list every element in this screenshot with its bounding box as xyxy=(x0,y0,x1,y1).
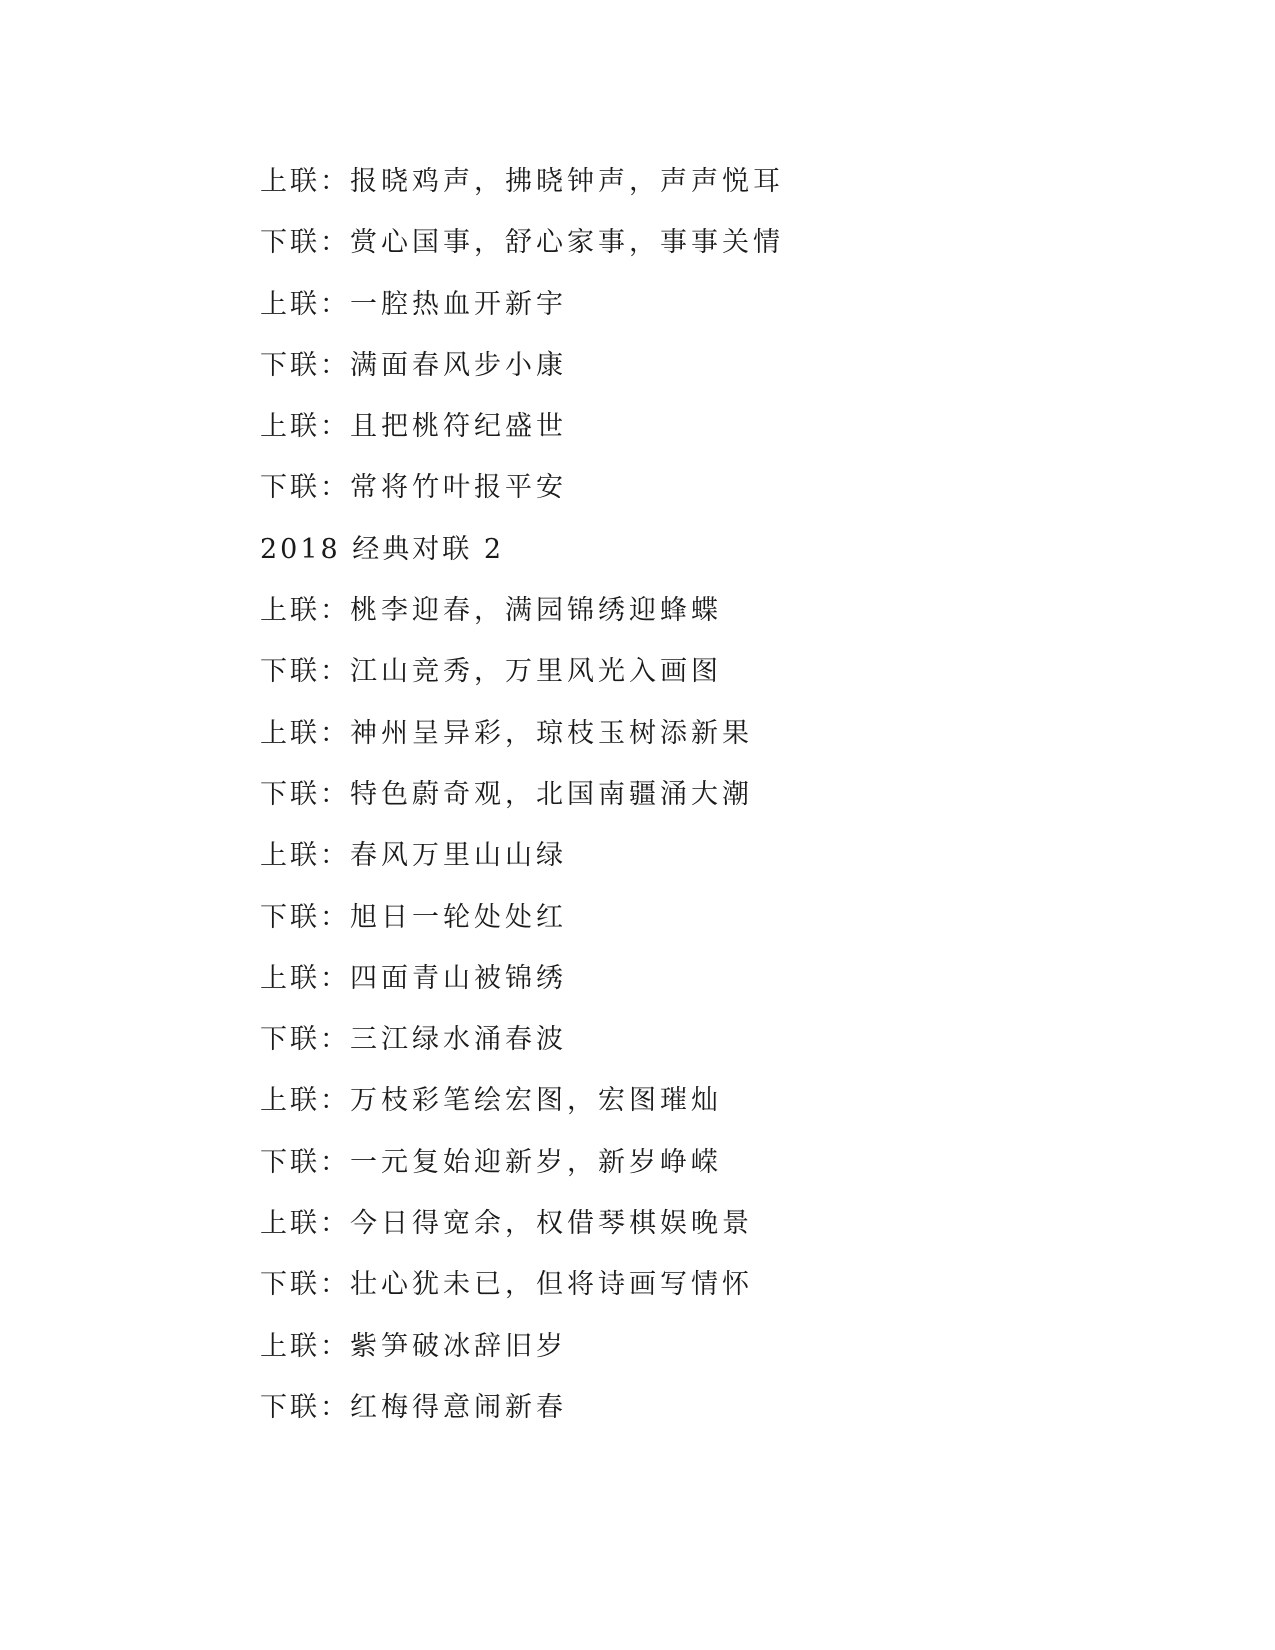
couplet-line xyxy=(260,468,1160,529)
couplet-label: 上联： xyxy=(260,1085,350,1117)
couplet-text: 一腔热血开新宇 xyxy=(350,288,567,320)
couplet-line xyxy=(260,346,1160,407)
couplet-label: 下联： xyxy=(260,472,350,504)
couplet-line xyxy=(260,1020,1160,1081)
couplet-text: 今日得宽余，权借琴棋娱晚景 xyxy=(350,1208,753,1240)
couplet-text: 壮心犹未已，但将诗画写情怀 xyxy=(350,1269,753,1301)
couplet-text: 特色蔚奇观，北国南疆涌大潮 xyxy=(350,778,753,810)
couplet-label: 下联： xyxy=(260,1146,350,1178)
couplet-line xyxy=(260,898,1160,959)
couplet-label: 上联： xyxy=(260,717,350,749)
couplet-text: 红梅得意闹新春 xyxy=(350,1391,567,1423)
couplet-line xyxy=(260,223,1160,284)
couplet-text: 赏心国事，舒心家事，事事关情 xyxy=(350,227,784,259)
couplet-label: 下联： xyxy=(260,901,350,933)
couplet-line xyxy=(260,714,1160,775)
couplet-line xyxy=(260,775,1160,836)
couplet-label: 下联： xyxy=(260,656,350,688)
couplet-line xyxy=(260,285,1160,346)
couplet-line xyxy=(260,407,1160,468)
couplet-line xyxy=(260,652,1160,713)
couplet-text: 报晓鸡声，拂晓钟声，声声悦耳 xyxy=(350,166,784,197)
couplet-text: 桃李迎春，满园锦绣迎蜂蝶 xyxy=(350,595,722,627)
couplet-label: 上联： xyxy=(260,962,350,994)
couplet-text: 四面青山被锦绣 xyxy=(350,962,567,994)
couplet-label: 上联： xyxy=(260,1208,350,1240)
couplet-label: 上联： xyxy=(260,166,350,197)
section-heading xyxy=(260,530,1160,591)
couplet-label: 上联： xyxy=(260,411,350,443)
couplet-text: 江山竞秀，万里风光入画图 xyxy=(350,656,722,688)
couplet-label: 下联： xyxy=(260,227,350,259)
couplet-text: 旭日一轮处处红 xyxy=(350,901,567,933)
couplet-text: 且把桃符纪盛世 xyxy=(350,411,567,443)
couplet-text: 神州呈异彩，琼枝玉树添新果 xyxy=(350,717,753,749)
couplet-line xyxy=(260,1081,1160,1142)
couplet-text: 常将竹叶报平安 xyxy=(350,472,567,504)
couplet-text: 万枝彩笔绘宏图，宏图璀灿 xyxy=(350,1085,722,1117)
couplet-line xyxy=(260,1265,1160,1326)
couplet-label: 下联： xyxy=(260,349,350,381)
couplet-text: 三江绿水涌春波 xyxy=(350,1024,567,1056)
couplet-line xyxy=(260,591,1160,652)
couplet-label: 上联： xyxy=(260,288,350,320)
couplet-text: 一元复始迎新岁，新岁峥嵘 xyxy=(350,1146,722,1178)
couplet-text: 满面春风步小康 xyxy=(350,349,567,381)
couplet-label: 下联： xyxy=(260,778,350,810)
couplet-line xyxy=(260,1143,1160,1204)
couplet-label: 上联： xyxy=(260,840,350,872)
couplet-line xyxy=(260,959,1160,1020)
couplet-label: 上联： xyxy=(260,595,350,627)
heading-text: 2018 经典对联 2 xyxy=(260,533,505,565)
couplet-line xyxy=(260,1327,1160,1388)
couplet-line xyxy=(260,1388,1160,1449)
couplet-label: 上联： xyxy=(260,1330,350,1362)
document-body xyxy=(260,162,1160,1449)
couplet-label: 下联： xyxy=(260,1269,350,1301)
couplet-line xyxy=(260,1204,1160,1265)
couplet-text: 春风万里山山绿 xyxy=(350,840,567,872)
couplet-label: 下联： xyxy=(260,1391,350,1423)
couplet-line xyxy=(260,836,1160,897)
couplet-label: 下联： xyxy=(260,1024,350,1056)
couplet-text: 紫笋破冰辞旧岁 xyxy=(350,1330,567,1362)
couplet-line xyxy=(260,162,1160,223)
